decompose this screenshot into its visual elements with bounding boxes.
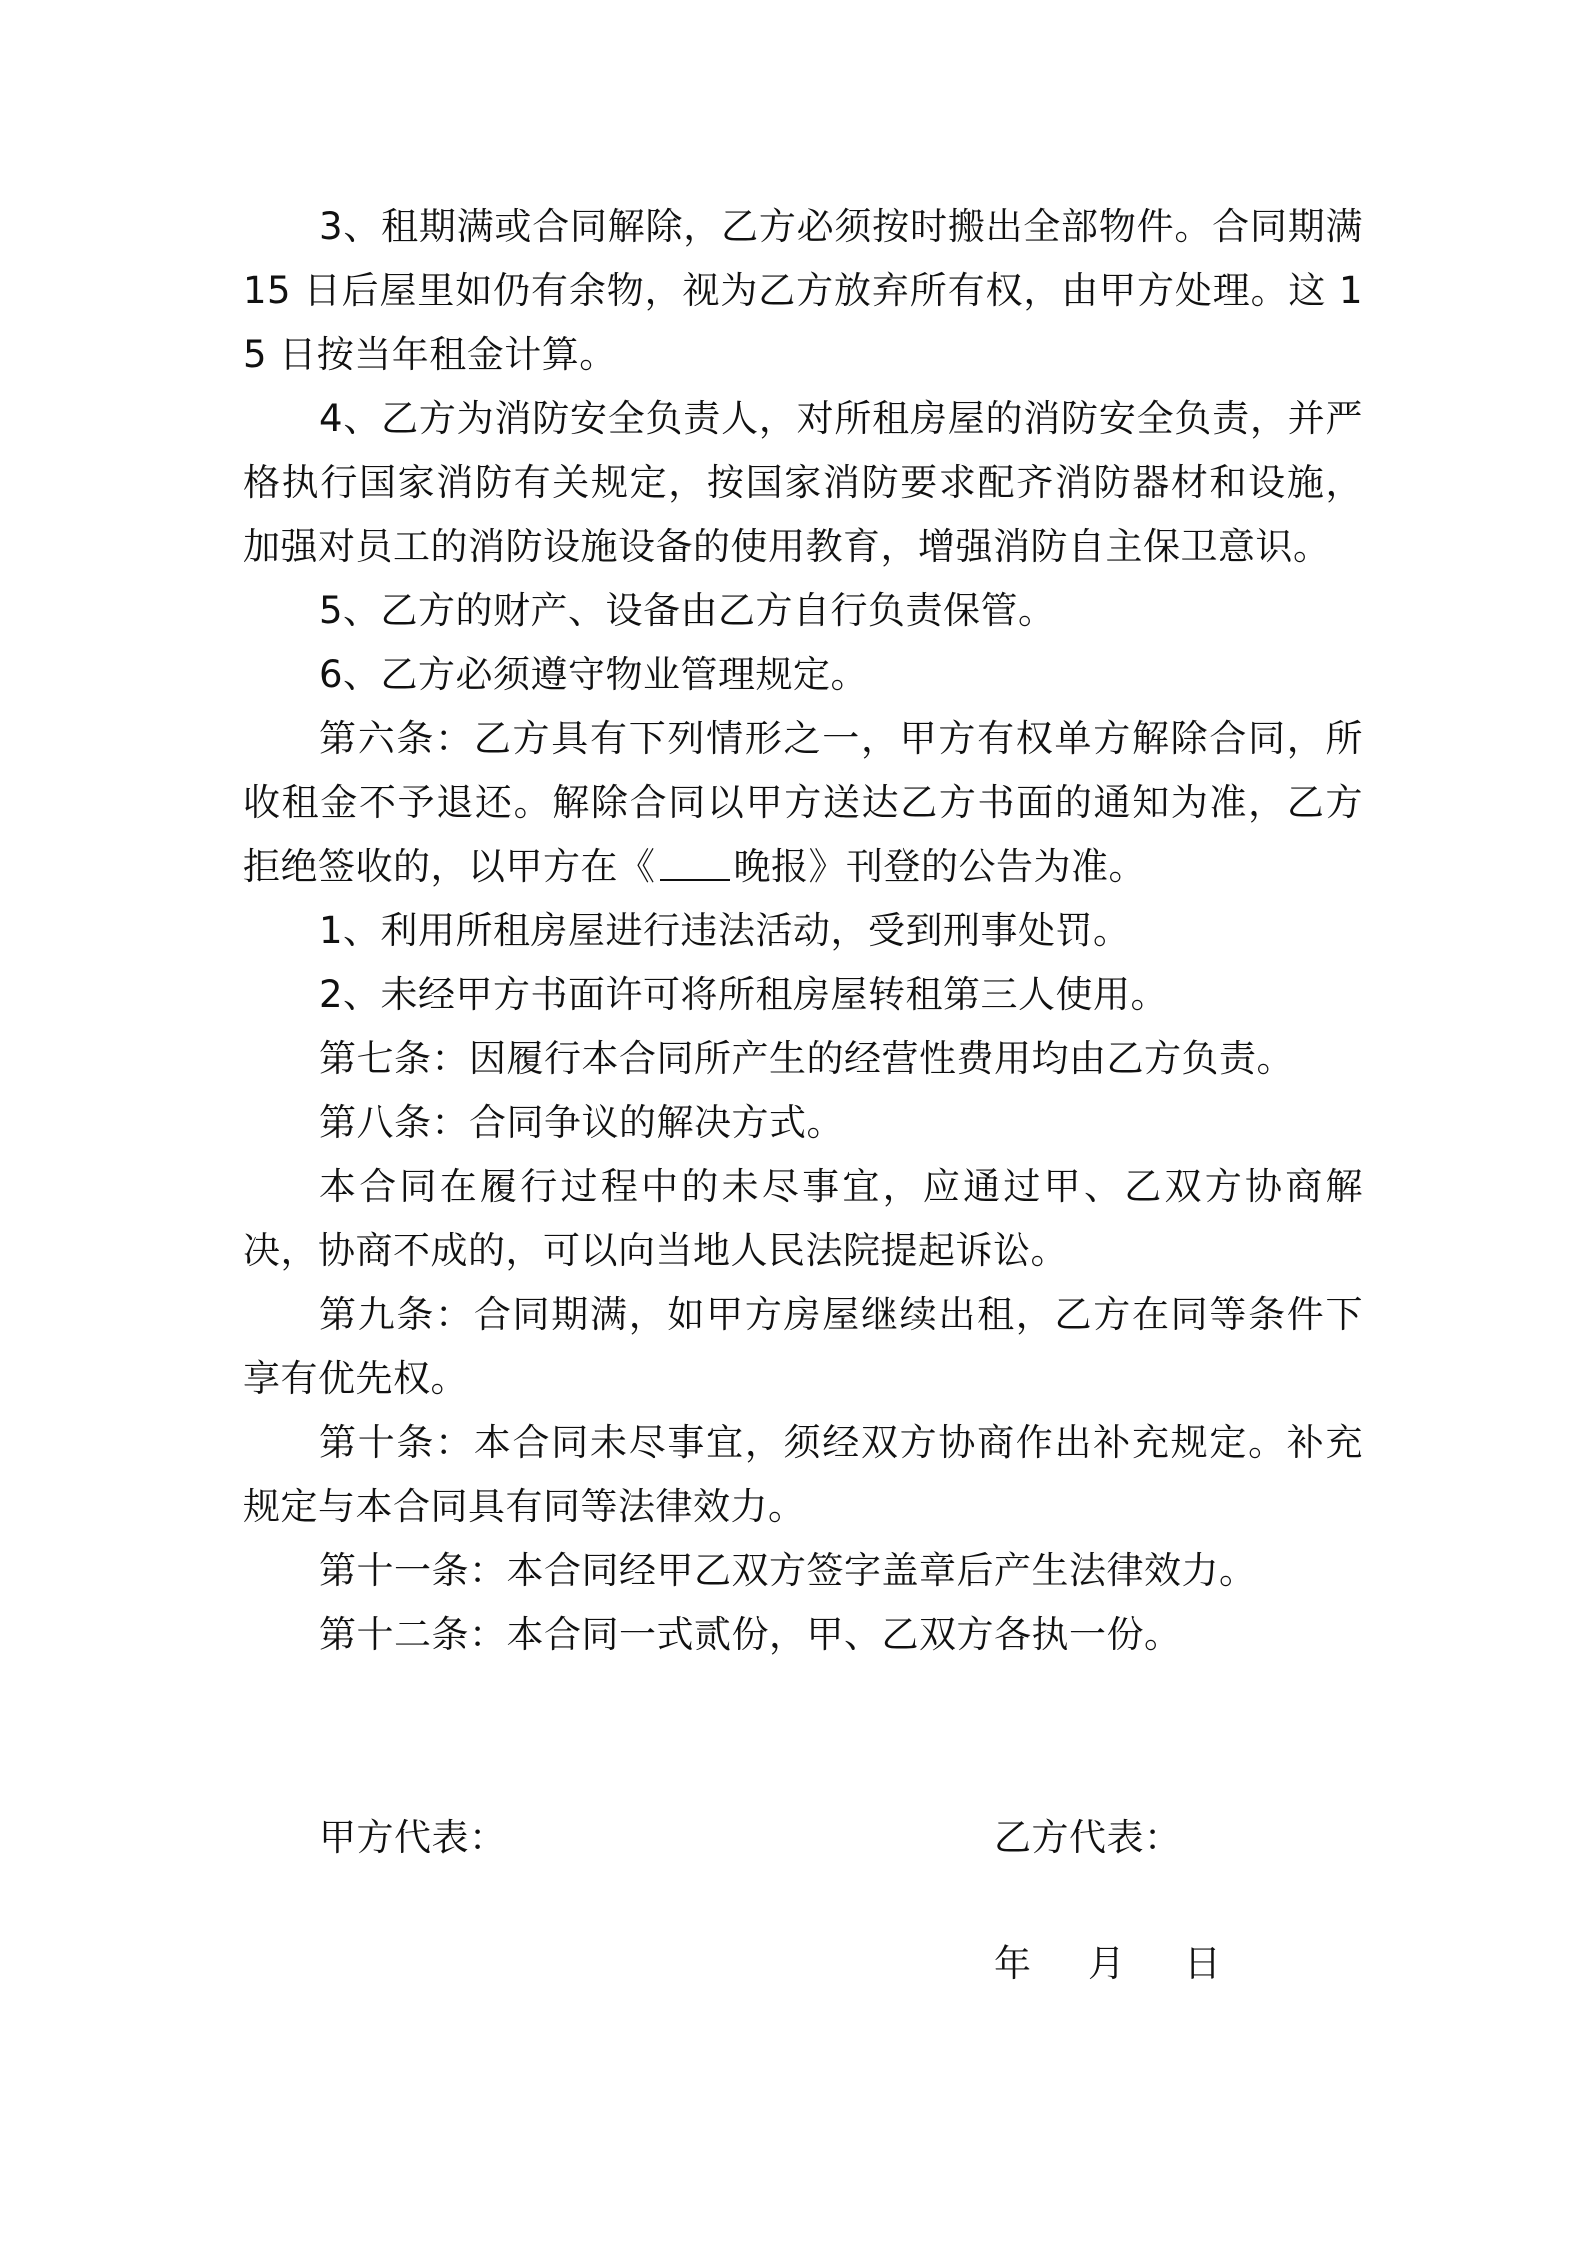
article-6-text-before: 第六条：乙方具有下列情形之一，甲方有权单方解除合同，所收租金不予退还。解除合同以甲方送达乙方书面的通知为准，乙方拒绝签收的，以甲方在《	[243, 717, 1363, 888]
article-6-termination	[243, 707, 1363, 899]
article-8: 第八条：合同争议的解决方式。	[319, 1101, 844, 1144]
article-6-text-after: 晚报》刊登的公告为准。	[733, 845, 1146, 888]
article-9: 第九条：合同期满，如甲方房屋继续出租，乙方在同等条件下享有优先权。	[243, 1293, 1363, 1400]
clause-4-fire-safety: 4、乙方为消防安全负责人，对所租房屋的消防安全负责，并严格执行国家消防有关规定，按国家消防要求配齐消防器材和设施，加强对员工的消防设施设备的使用教育，增强消防自主保卫意识。	[243, 397, 1363, 568]
date-month-label: 月	[1088, 1942, 1125, 1985]
signature-date	[994, 1940, 1221, 1988]
party-b-signature-label: 乙方代表：	[994, 1816, 1182, 1859]
article-10: 第十条：本合同未尽事宜，须经双方协商作出补充规定。补充规定与本合同具有同等法律效力。	[243, 1421, 1363, 1528]
article-12: 第十二条：本合同一式贰份，甲、乙双方各执一份。	[319, 1613, 1182, 1656]
article-8-detail: 本合同在履行过程中的未尽事宜，应通过甲、乙双方协商解决，协商不成的，可以向当地人民法院提起诉讼。	[243, 1165, 1363, 1272]
party-a-signature-label: 甲方代表：	[319, 1816, 507, 1859]
article-11: 第十一条：本合同经甲乙双方签字盖章后产生法律效力。	[319, 1549, 1257, 1592]
article-7: 第七条：因履行本合同所产生的经营性费用均由乙方负责。	[319, 1037, 1294, 1080]
article-6-item-2: 2、未经甲方书面许可将所租房屋转租第三人使用。	[319, 973, 1169, 1016]
clause-5-property: 5、乙方的财产、设备由乙方自行负责保管。	[319, 589, 1056, 632]
date-day-label: 日	[1184, 1942, 1221, 1985]
clause-6-property-management: 6、乙方必须遵守物业管理规定。	[319, 653, 869, 696]
contract-body	[243, 195, 1363, 1667]
date-year-label: 年	[994, 1942, 1031, 1985]
clause-3-move-out: 3、租期满或合同解除，乙方必须按时搬出全部物件。合同期满 15 日后屋里如仍有余物，视为乙方放弃所有权，由甲方处理。这 15 日按当年租金计算。	[243, 205, 1363, 376]
article-6-item-1: 1、利用所租房屋进行违法活动，受到刑事处罚。	[319, 909, 1131, 952]
newspaper-blank-field	[660, 845, 730, 881]
